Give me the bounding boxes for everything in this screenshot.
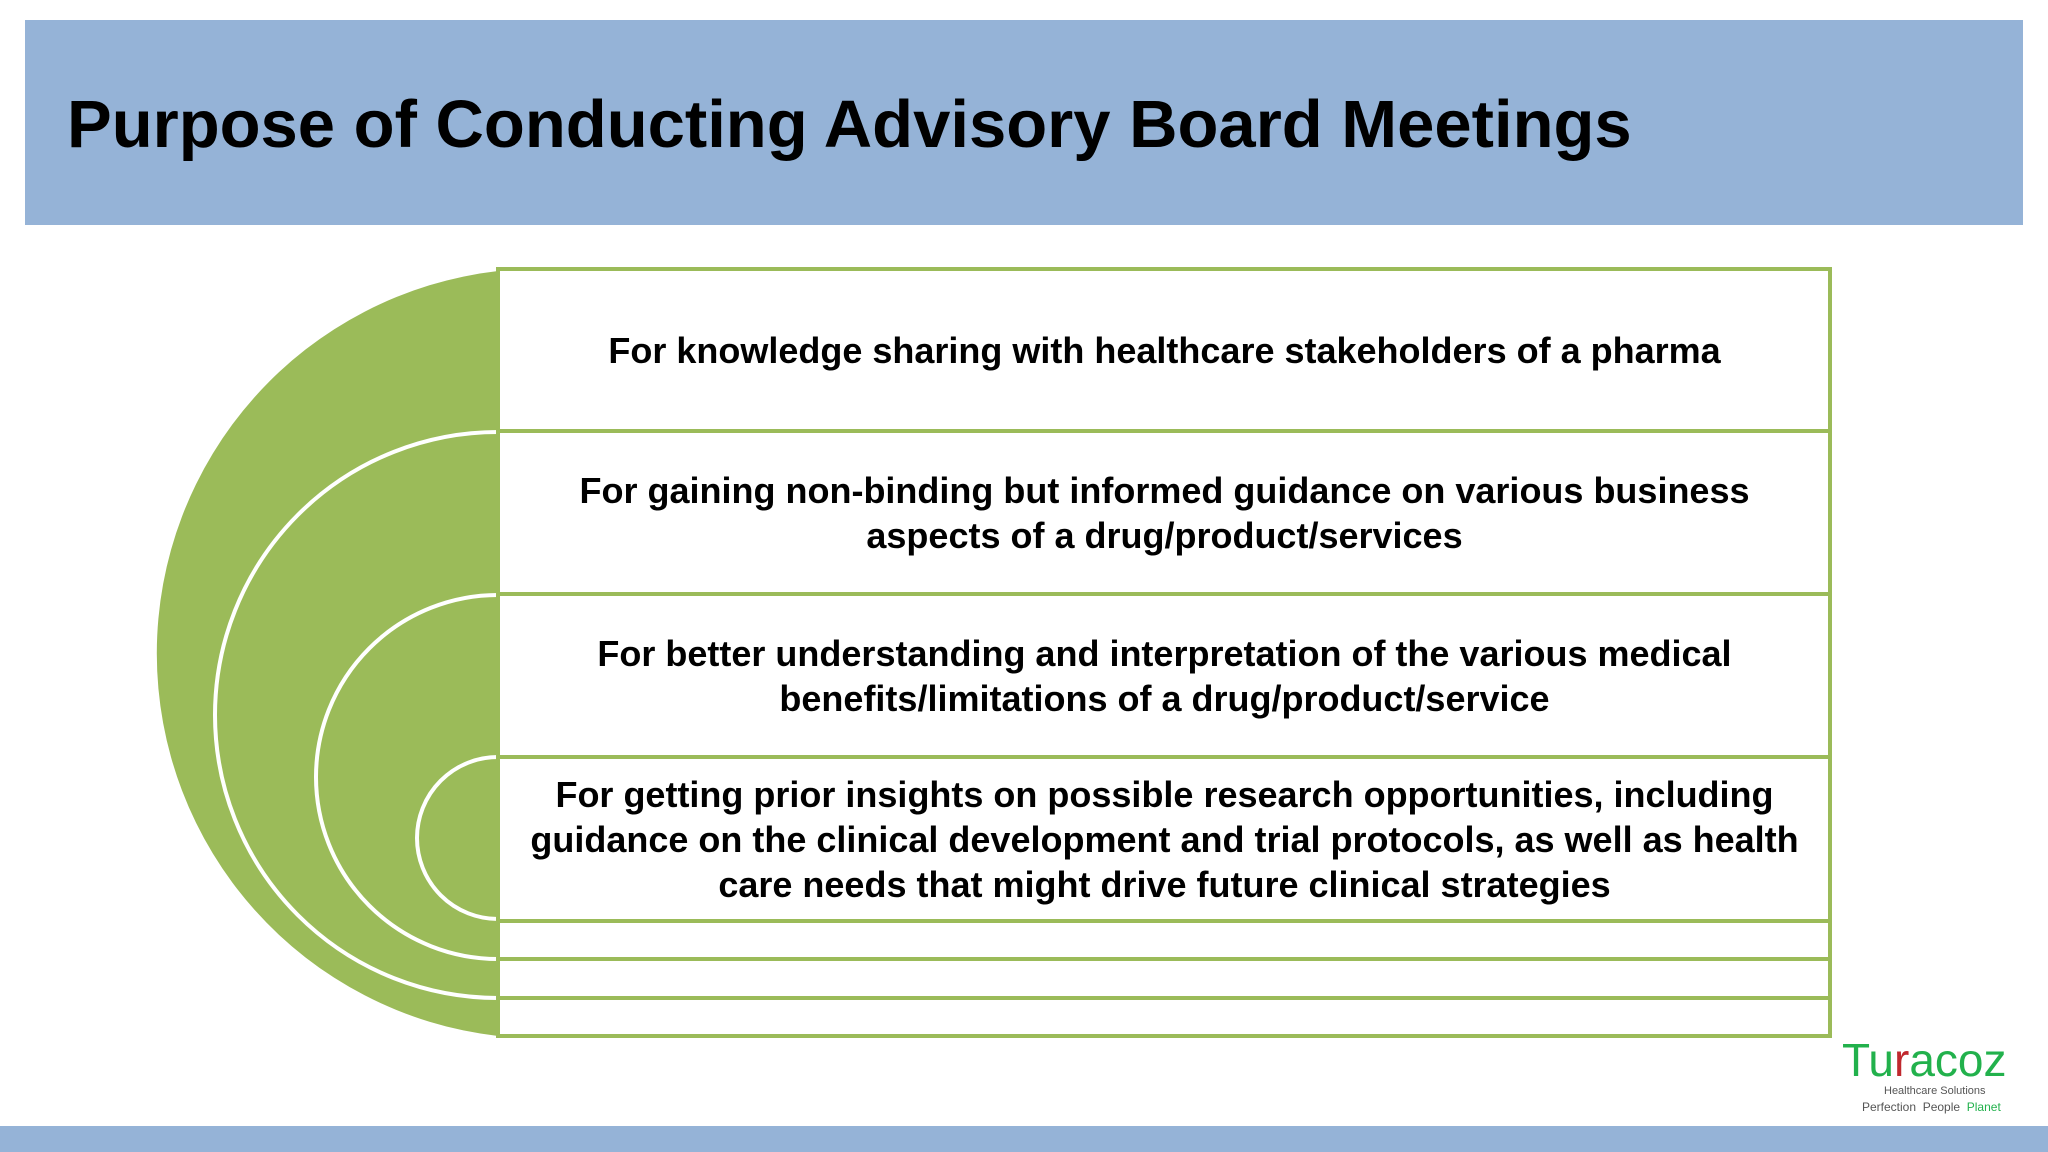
diagram-item-4: For getting prior insights on possible research opportunities, including guidance on the clinical development and trial protocols, as well as health care needs that might drive future clinical strategies	[530, 773, 1799, 905]
slide-title: Purpose of Conducting Advisory Board Meetings	[67, 87, 1632, 162]
diagram-item-2: For gaining non-binding but informed guidance on various business aspects of a drug/product/services	[579, 469, 1750, 556]
logo-tagline: Perfection People Planet	[1862, 1100, 2001, 1114]
box-strip-2	[498, 959, 1830, 998]
logo-subtitle: Healthcare Solutions	[1884, 1085, 1986, 1097]
box-strip-1	[498, 921, 1830, 959]
diagram-item-3: For better understanding and interpretation of the various medical benefits/limitations of a drug/product/service	[597, 632, 1732, 719]
footer-bar	[0, 1126, 2048, 1152]
turacoz-logo	[1840, 1035, 2030, 1115]
arc-segment-1	[157, 271, 498, 1036]
logo-wordmark: Turacoz	[1842, 1034, 2007, 1086]
diagram-item-1: For knowledge sharing with healthcare stakeholders of a pharma	[608, 329, 1721, 371]
box-strip-3	[498, 998, 1830, 1036]
